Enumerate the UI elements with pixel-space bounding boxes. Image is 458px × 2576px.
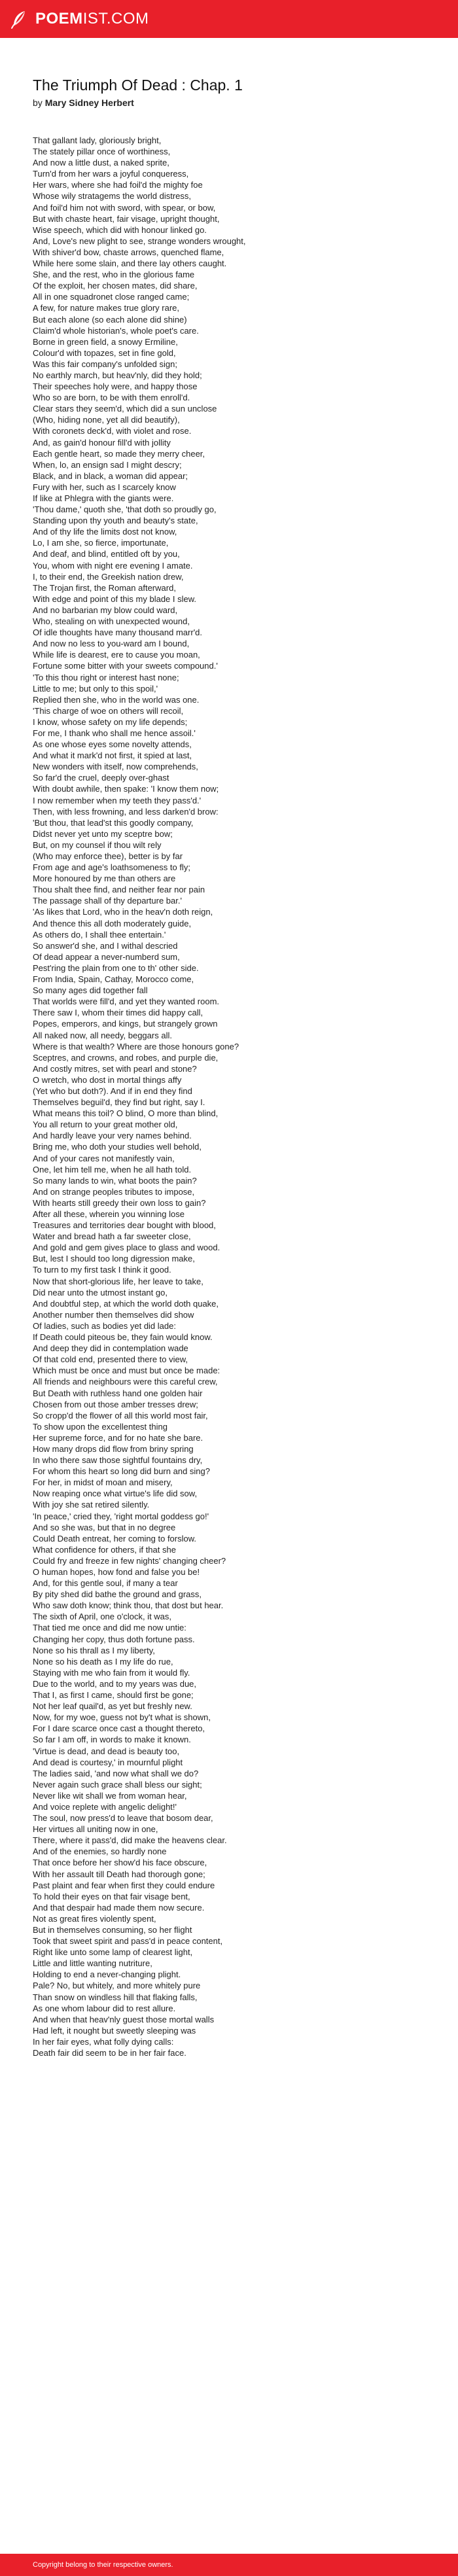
poem-line: Now reaping once what virtue's life did sow, — [33, 1489, 198, 1499]
poem-line: With her assault till Death had thorough gone; — [33, 1869, 205, 1879]
poem-line: That I, as first I came, should first be gone; — [33, 1690, 194, 1701]
poem-line: A few, for nature makes true glory rare, — [33, 303, 179, 313]
poem-line: Then, with less frowning, and less darken'd brow: — [33, 806, 219, 817]
poem-line: Borne in green field, a snowy Ermiline, — [33, 336, 178, 347]
poem-line: What confidence for others, if that she — [33, 1544, 176, 1555]
poem-line: To hold their eyes on that fair visage bent, — [33, 1891, 190, 1901]
poem-line: And on strange peoples tributes to impose, — [33, 1186, 195, 1197]
poem-line: For me, I thank who shall me hence assoil.' — [33, 728, 196, 738]
poem-line: But each alone (so each alone did shine) — [33, 314, 187, 325]
poem-line: Pale? No, but whitely, and more whitely pure — [33, 1981, 201, 1991]
poem-line: Death fair did seem to be in her fair face. — [33, 2048, 186, 2058]
poem-line: She, and the rest, who in the glorious fame — [33, 270, 195, 280]
poem-line: For I dare scarce once cast a thought thereto, — [33, 1723, 205, 1734]
poem-line: (Who may enforce thee), better is by far — [33, 851, 183, 861]
poem-line: And deaf, and blind, entitled oft by you, — [33, 549, 180, 559]
poem-line: So answer'd she, and I withal descried — [33, 940, 178, 951]
poem-line: To show upon the excellentest thing — [33, 1421, 167, 1432]
poem-line: How many drops did flow from briny spring — [33, 1443, 194, 1454]
poem-line: All in one squadronet close ranged came; — [33, 292, 190, 302]
poem-line: But Death with ruthless hand one golden hair — [33, 1388, 203, 1398]
poem-line: In her fair eyes, what folly dying calls: — [33, 2036, 174, 2047]
poem-line: And no barbarian my blow could ward, — [33, 605, 178, 615]
poem-line: Due to the world, and to my years was due, — [33, 1678, 197, 1689]
poem-line: With coronets deck'd, with violet and rose. — [33, 426, 192, 436]
poem-line: 'Virtue is dead, and dead is beauty too, — [33, 1746, 180, 1756]
site-header — [0, 0, 458, 38]
poem-line: Her supreme force, and for no hate she bare. — [33, 1432, 203, 1443]
poem-line: And foil'd him not with sword, with spear, or bow, — [33, 202, 216, 213]
poem-line: The stately pillar once of worthiness, — [33, 147, 171, 157]
poem-line: Of that cold end, presented there to view, — [33, 1354, 188, 1365]
poem-line: Now, for my woe, guess not by't what is shown, — [33, 1712, 211, 1723]
poem-line: But with chaste heart, fair visage, upright thought, — [33, 213, 220, 224]
poem-line: Holding to end a never-changing plight. — [33, 1969, 181, 1980]
poem-line: With edge and point of this my blade I slew. — [33, 593, 197, 604]
poem-line: So far I am off, in words to make it known. — [33, 1735, 191, 1745]
poem-line: And that despair had made them now secure. — [33, 1902, 205, 1913]
poem-line: Her virtues all uniting now in one, — [33, 1824, 158, 1835]
poem-line: All naked now, all needy, beggars all. — [33, 1030, 172, 1040]
poem-line: Which must be once and must but once be made: — [33, 1366, 220, 1376]
poem-line: And of thy life the limits dost not know, — [33, 527, 177, 537]
poem-line: While here some slain, and there lay others caught. — [33, 258, 227, 269]
poem-line: The soul, now press'd to leave that bosom dear, — [33, 1813, 213, 1824]
poem-line: Never like wit shall we from woman hear, — [33, 1790, 187, 1801]
poem-line: I know, whose safety on my life depends; — [33, 716, 188, 727]
poem-line: By pity shed did bathe the ground and grass, — [33, 1589, 202, 1600]
poem-line: Another number then themselves did show — [33, 1309, 194, 1320]
poem-line: New wonders with itself, now comprehends, — [33, 762, 198, 772]
poem-line: None so his thrall as I my liberty, — [33, 1645, 155, 1655]
poem-line: (Who, hiding none, yet all did beautify), — [33, 415, 180, 425]
poem-line: So cropp'd the flower of all this world most fair, — [33, 1410, 208, 1420]
poem-line: Black, and in black, a woman did appear; — [33, 470, 188, 481]
poem-line: None so his death as I my life do rue, — [33, 1656, 173, 1667]
poem-line: And hardly leave your very names behind. — [33, 1131, 192, 1141]
poem-line: While life is dearest, ere to cause you moan, — [33, 650, 200, 660]
poem-line: No earthly march, but heav'nly, did they hold; — [33, 370, 202, 380]
poem-line: And when that heav'nly guest those mortal walls — [33, 2014, 215, 2024]
poem-line: Each gentle heart, so made they merry cheer, — [33, 448, 205, 459]
poem-line: Themselves beguil'd, they find but right, say I. — [33, 1097, 205, 1108]
footer-copyright: Copyright belong to their respective owners. — [33, 2561, 173, 2569]
poem-line: And dead is courtesy,' in mournful plight — [33, 1757, 183, 1767]
poem-line: Of dead appear a never-numberd sum, — [33, 951, 180, 962]
poem-line: Of ladies, such as bodies yet did lade: — [33, 1320, 176, 1331]
poem-line: Of the exploit, her chosen mates, did share, — [33, 281, 198, 291]
poem-line: Past plaint and fear when first they could endure — [33, 1880, 215, 1890]
poem-line: There saw I, whom their times did happy call, — [33, 1008, 203, 1018]
poem-line: But, on my counsel if thou wilt rely — [33, 839, 162, 850]
poem-line: As one whose eyes some novelty attends, — [33, 739, 192, 750]
poem-line: More honoured by me than others are — [33, 873, 176, 884]
poem-line: Colour'd with topazes, set in fine gold, — [33, 347, 176, 358]
poem-line: The ladies said, 'and now what shall we do? — [33, 1768, 199, 1778]
poem-line: Turn'd from her wars a joyful conqueress, — [33, 169, 189, 179]
poem-line: Not her leaf quail'd, as yet but freshly new. — [33, 1701, 192, 1712]
poem-line: And now no less to you-ward am I bound, — [33, 639, 190, 649]
poem-line: Who saw doth know; think thou, that dost but hear. — [33, 1600, 224, 1611]
poem-line: And thence this all doth moderately guide, — [33, 918, 192, 928]
poem-byline — [33, 97, 425, 109]
poem-line: From India, Spain, Cathay, Morocco come, — [33, 974, 194, 985]
poem-line: That worlds were fill'd, and yet they wanted room. — [33, 997, 220, 1007]
poem-line: For whom this heart so long did burn and sing? — [33, 1466, 210, 1477]
poem-line: And what it mark'd not first, it spied at last, — [33, 750, 192, 761]
poem-line: Fury with her, such as I scarcely know — [33, 482, 176, 492]
poem-line: The sixth of April, one o'clock, it was, — [33, 1612, 172, 1622]
poem-line: Could Death entreat, her coming to forslow. — [33, 1533, 197, 1544]
poem-line: (Yet who but doth?). And if in end they find — [33, 1085, 192, 1096]
poem-line: Their speeches holy were, and happy those — [33, 381, 198, 392]
poem-line: And costly mitres, set with pearl and stone? — [33, 1063, 197, 1074]
poem-line: Never again such grace shall bless our sight; — [33, 1779, 202, 1790]
poem-line: Treasures and territories dear bought with blood, — [33, 1220, 216, 1231]
poem-line: Could fry and freeze in few nights' changing cheer? — [33, 1555, 226, 1566]
poem-line: Than snow on windless hill that flaking falls, — [33, 1992, 198, 2002]
poem-line: For her, in midst of moan and misery, — [33, 1477, 173, 1488]
poem-line: Little to me; but only to this spoil,' — [33, 683, 158, 694]
poem-content — [33, 38, 425, 2058]
poem-body — [33, 135, 425, 2058]
poem-line: And, Love's new plight to see, strange wonders wrought, — [33, 236, 246, 246]
poem-line: Popes, emperors, and kings, but strangely grown — [33, 1019, 218, 1029]
poem-line: The passage shall of thy departure bar.' — [33, 896, 182, 906]
poem-line: With hearts still greedy their own loss to gain? — [33, 1197, 206, 1208]
poem-line: So far'd the cruel, deeply over-ghast — [33, 773, 169, 783]
poem-line: With joy she sat retired silently. — [33, 1500, 150, 1510]
poem-line: Was this fair company's unfolded sign; — [33, 359, 177, 369]
poem-line: And gold and gem gives place to glass and wood. — [33, 1243, 220, 1253]
poem-line: As others do, I shall thee entertain.' — [33, 929, 166, 940]
poem-line: Had left, it nought but sweetly sleeping was — [33, 2025, 196, 2036]
site-footer — [0, 2554, 458, 2576]
poem-line: All friends and neighbours were this careful crew, — [33, 1377, 218, 1387]
poem-line: I, to their end, the Greekish nation drew, — [33, 571, 184, 582]
poem-line: Her wars, where she had foil'd the mighty foe — [33, 180, 203, 190]
poem-line: To turn to my first task I think it good. — [33, 1265, 171, 1275]
poem-line: As one whom labour did to rest allure. — [33, 2003, 176, 2013]
poem-line: Water and bread hath a far sweeter close, — [33, 1231, 191, 1242]
site-wordmark — [35, 11, 149, 27]
poem-line: If like at Phlegra with the giants were. — [33, 493, 174, 503]
poem-line: Where is that wealth? Where are those honours gone? — [33, 1041, 239, 1051]
poem-line: Who, stealing on with unexpected wound, — [33, 616, 190, 627]
poem-line: And, as gain'd honour fill'd with jollity — [33, 437, 171, 448]
poem-line: What means this toil? O blind, O more than blind, — [33, 1108, 219, 1119]
poem-line: That once before her show'd his face obscure, — [33, 1858, 207, 1868]
poem-line: Pest'ring the plain from one to th' other side. — [33, 962, 199, 973]
poem-line: You, whom with night ere evening I amate. — [33, 560, 193, 571]
poem-line: O human hopes, how fond and false you be! — [33, 1567, 200, 1577]
poem-line: Clear stars they seem'd, which did a sun unclose — [33, 404, 217, 414]
poem-line: 'As likes that Lord, who in the heav'n doth reign, — [33, 907, 213, 917]
poem-line: But, lest I should too long digression make, — [33, 1254, 195, 1264]
poem-line: You all return to your great mother old, — [33, 1120, 178, 1130]
poem-line: And of your cares not manifestly vain, — [33, 1153, 175, 1163]
poem-line: And of the enemies, so hardly none — [33, 1846, 167, 1857]
poem-line: One, let him tell me, when he all hath told. — [33, 1164, 192, 1174]
poem-line: And, for this gentle soul, if many a tear — [33, 1578, 178, 1589]
poem-line: So many lands to win, what boots the pain? — [33, 1175, 197, 1186]
poem-line: With shiver'd bow, chaste arrows, quenched flame, — [33, 247, 224, 257]
poem-line: After all these, wherein you winning lose — [33, 1209, 185, 1219]
poem-title: The Triumph Of Dead : Chap. 1 — [33, 77, 243, 94]
poem-line: 'To this thou right or interest hast none; — [33, 672, 179, 682]
poem-line: 'This charge of woe on others will recoil, — [33, 705, 184, 716]
poem-line: If Death could piteous be, they fain would know. — [33, 1332, 213, 1343]
poem-line: Lo, I am she, so fierce, importunate, — [33, 538, 169, 548]
poem-line: Staying with me who fain from it would fly. — [33, 1667, 190, 1678]
poem-line: Did near unto the utmost instant go, — [33, 1287, 167, 1297]
site-logo[interactable] — [8, 8, 149, 30]
poem-line: And so she was, but that in no degree — [33, 1522, 176, 1532]
poem-line: Standing upon thy youth and beauty's state, — [33, 516, 198, 526]
poem-line: Not as great fires violently spent, — [33, 1913, 156, 1924]
poem-line: That gallant lady, gloriously bright, — [33, 135, 162, 145]
poem-line: Little and little wanting nutriture, — [33, 1958, 152, 1969]
poem-line: Now that short-glorious life, her leave to take, — [33, 1276, 203, 1286]
poem-line: Took that sweet spirit and pass'd in peace content, — [33, 1936, 223, 1947]
byline-prefix: by — [33, 97, 43, 108]
poem-line: And doubtful step, at which the world doth quake, — [33, 1298, 219, 1309]
poem-line: I now remember when my teeth they pass'd.' — [33, 795, 202, 805]
poem-line: And now a little dust, a naked sprite, — [33, 158, 169, 168]
poem-line: Wise speech, which did with honour linked go. — [33, 224, 207, 235]
poem-line: Didst never yet unto my sceptre bow; — [33, 828, 173, 839]
poem-line: From age and age's loathsomeness to fly; — [33, 862, 190, 873]
poem-line: With doubt awhile, then spake: 'I know them now; — [33, 784, 219, 794]
poem-line: 'But thou, that lead'st this goodly company, — [33, 817, 194, 828]
poem-line: And voice replete with angelic delight!' — [33, 1801, 177, 1812]
poem-line: Who so are born, to be with them enroll'd. — [33, 393, 190, 403]
poem-line: O wretch, who dost in mortal things affy — [33, 1074, 182, 1085]
author-link[interactable]: Mary Sidney Herbert — [44, 97, 134, 108]
poem-line: 'In peace,' cried they, 'right mortal goddess go!' — [33, 1511, 209, 1521]
poem-line: Replied then she, who in the world was one. — [33, 694, 200, 705]
poem-line: 'Thou dame,' quoth she, 'that doth so proudly go, — [33, 504, 217, 515]
poem-line: Fortune some bitter with your sweets compound.' — [33, 661, 218, 671]
poem-line: Of idle thoughts have many thousand marr'd. — [33, 627, 203, 638]
poem-line: And deep they did in contemplation wade — [33, 1343, 188, 1354]
poem-line: Claim'd whole historian's, whole poet's care. — [33, 325, 199, 336]
poem-line: So many ages did together fall — [33, 985, 148, 996]
poem-line: There, where it pass'd, did make the heavens clear. — [33, 1835, 227, 1846]
poem-line: Whose wily stratagems the world distress, — [33, 191, 192, 202]
poem-line: In who there saw those sightful fountains dry, — [33, 1455, 203, 1466]
poem-line: Changing her copy, thus doth fortune pass. — [33, 1634, 195, 1644]
poem-line: Right like unto some lamp of clearest light, — [33, 1947, 193, 1958]
poem-line: When, lo, an ensign sad I might descry; — [33, 459, 182, 470]
poem-line: But in themselves consuming, so her flight — [33, 1925, 192, 1935]
feather-pen-icon — [8, 8, 30, 30]
poem-line: That tied me once and did me now untie: — [33, 1623, 186, 1633]
wordmark-bold: POEM — [35, 10, 83, 27]
poem-line: Bring me, who doth your studies well behold, — [33, 1142, 202, 1152]
poem-line: Sceptres, and crowns, and robes, and purple die, — [33, 1052, 219, 1063]
poem-line: Chosen from out those amber tresses drew; — [33, 1399, 198, 1409]
wordmark-regular: IST.COM — [82, 10, 149, 27]
poem-line: Thou shalt thee find, and neither fear nor pain — [33, 885, 205, 895]
poem-line: The Trojan first, the Roman afterward, — [33, 582, 176, 593]
